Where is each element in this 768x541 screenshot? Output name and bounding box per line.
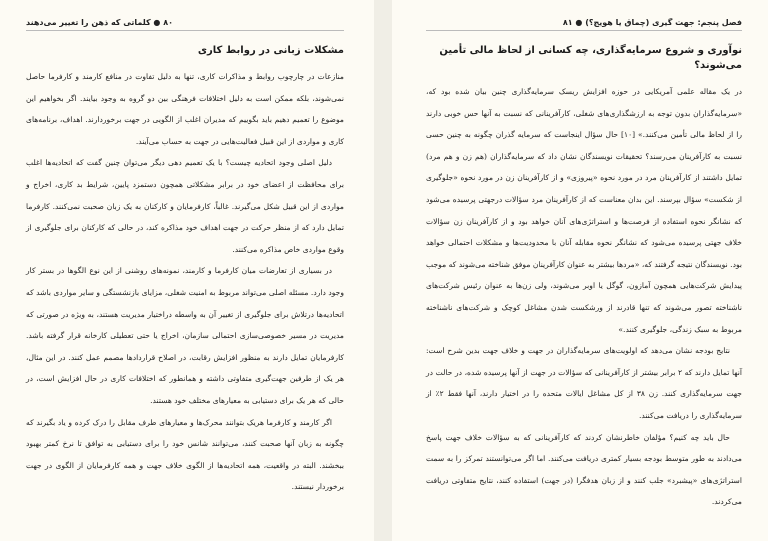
paragraph: حال باید چه کنیم؟ مؤلفان خاطرنشان کردند که کارآفرینانی که به سؤالات خلاف جهت پاسخ می‌دادند به طور متوسط بودجه بسیار کمتری دریافت می‌کنند. اما اگر می‌توانستند تمرکز را به سمت استراتژی‌های «پیشبرد» جلب کنند و از زبان هدفگرا (در جهت) استفاده کنند، نتایج متفاوتی دریافت می‌کردند. bbox=[426, 432, 742, 507]
paragraph: دلیل اصلی وجود اتحادیه چیست؟ با یک تعمیم دهی دیگر می‌توان چنین گفت که اتحادیه‌ها اغلب برای محافظت از اعضای خود در برابر مشکلاتی همچون دستمزد پایین، شرایط بد کاری، اخراج و مواردی از این قبیل شکل می‌گیرند. غالباً، کارفرمایان و کارکنان به یک زبان صحبت نمی‌کنند. کارفرما تمایل دارد که از منظر حرکت در جهت اهداف خود مذاکره کند، در حالی که کارکنان برای جلوگیری از وقوع مواردی خاص مذاکره می‌کنند. bbox=[26, 158, 344, 254]
running-head-left: ۸۰ ● کلماتی که ذهن را تغییر می‌دهند bbox=[26, 18, 344, 31]
book-gutter bbox=[374, 0, 392, 541]
left-page bbox=[0, 0, 374, 541]
paragraph: نتایج بودجه نشان می‌دهد که اولویت‌های سرمایه‌گذاران در جهت و خلاف جهت بدین شرح است: آنها تمایل دارند که ۲ برابر بیشتر از کارآفرینانی که سؤالات در جهت از آنها پرسیده شده، در حالت در جهت سرمایه‌گذاری کنند. زن ۳۸ از کل مشاغل ایالات متحده را در اختیار دارند، آنها فقط ۲٪ از سرمایه‌گذاری را دریافت می‌کنند. bbox=[426, 346, 743, 420]
right-page bbox=[392, 0, 768, 541]
running-head-right: فصل پنجم: جهت گیری (چماق یا هویج؟) ● ۸۱ bbox=[426, 18, 742, 31]
paragraph: منازعات در چارچوب روابط و مذاکرات کاری، تنها به دلیل تفاوت در منافع کارمند و کارفرما حاصل نمی‌شوند، بلکه ممکن است به دلیل اختلافات فرهنگی بین دو گروه به وجود بیایند. اگر بخواهیم این موضوع را تعمیم دهیم باید بگوییم که مدیران اغلب از الگویی در جهت برخوردارند. اهداف، برنامه‌های کاری و مواردی از این قبیل فعالیت‌هایی در جهت به حساب می‌آیند. bbox=[26, 72, 344, 146]
paragraph: در بسیاری از تعارضات میان کارفرما و کارمند، نمونه‌های روشنی از این نوع الگوها در بستر کار وجود دارد. مسئله اصلی می‌تواند مربوط به امنیت شغلی، مزایای بازنشستگی و سایر مواردی باشد که اتحادیه‌ها درتلاش برای جلوگیری از تغییر آن به واسطه دراختیار مدیریت هستند، به ویژه در صورتی که مدیریت در مسیر خصوصی‌سازی احتمالی سازمان، اخراج یا حتی تعطیلی کارخانه قرار گرفته باشد. کارفرمایان تمایل دارند به منظور افزایش رقابت، در اصلاح قراردادها مصمم عمل کنند. در این مثال، هر یک از طرفین جهت‌گیری متفاوتی داشته و همانطور که اختلافات کاری در حال افزایش است، در حالی که هر یک برای دستیابی به معیارهای مختلف خود هستند. bbox=[26, 266, 344, 405]
paragraph: در یک مقاله علمی آمریکایی در حوزه افزایش ریسک سرمایه‌گذاری چنین بیان شده بود که، «سرمایه‌گذاران بدون توجه به ارزشگذاری‌های شغلی، کارآفرینانی که نسبت به آنها حس خوبی دارند را از لحاظ مالی تأمین می‌کنند.» [۱۰] حال سؤال اینجاست که سرمایه گذران چگونه به چنین حسی نسبت به کارآفرینان می‌رسند؟ تحقیقات نویسندگان نشان داد که سرمایه‌گذاران (هم زن و هم مرد) تمایل داشتند از کارآفرینان مرد در مورد نحوه «پیروزی» و از کارآفرینان زن در مورد نحوه «جلوگیری از شکست» سؤال بپرسند. این بدان معناست که از کارآفرینان مرد سؤالات درجهتی پرسیده می‌شود که نشانگر نحوه استفاده از فرصت‌ها و استراتژی‌های آنان خواهد بود و از کارآفرینان زن سؤالات خلاف جهتی پرسیده می‌شود که نشانگر نحوه مقابله آنان با محدودیت‌ها و مشکلات احتمالی خواهد بود. نویسندگان نتیجه گرفتند که، «مردها بیشتر به عنوان کارآفرینان موفق شناخته می‌شوند که موجب پیدایش شرکت‌هایی همچون آمازون، گوگل یا اوبر می‌شوند، ولی زن‌ها به عنوان رئیس شرکت‌های ناشناخته تصور می‌شوند که تنها قادرند از ورشکست شدن مشاغل کوچک و شرکت‌های ناشناخته مربوط به سبک زندگی، جلوگیری کنند.» bbox=[426, 87, 742, 334]
section-title-right: نوآوری و شروع سرمایه‌گذاری، چه کسانی از لحاظ مالی تأمین می‌شوند؟ bbox=[439, 45, 742, 71]
section-title-left: مشکلات زبانی در روابط کاری bbox=[197, 45, 344, 56]
paragraph: اگر کارمند و کارفرما هریک بتوانند محرک‌ها و معیارهای طرف مقابل را درک کرده و یاد بگیرند که چگونه به زبان آنها صحبت کنند، می‌توانند شانس خود را برای دستیابی به توافق تا نرخ کمتر بهبود ببخشند. البته در واقعیت، همه اتحادیه‌ها از الگوی خلاف جهت و همه کارفرمایان از الگوی در جهت برخوردار نیستند. bbox=[26, 417, 344, 492]
